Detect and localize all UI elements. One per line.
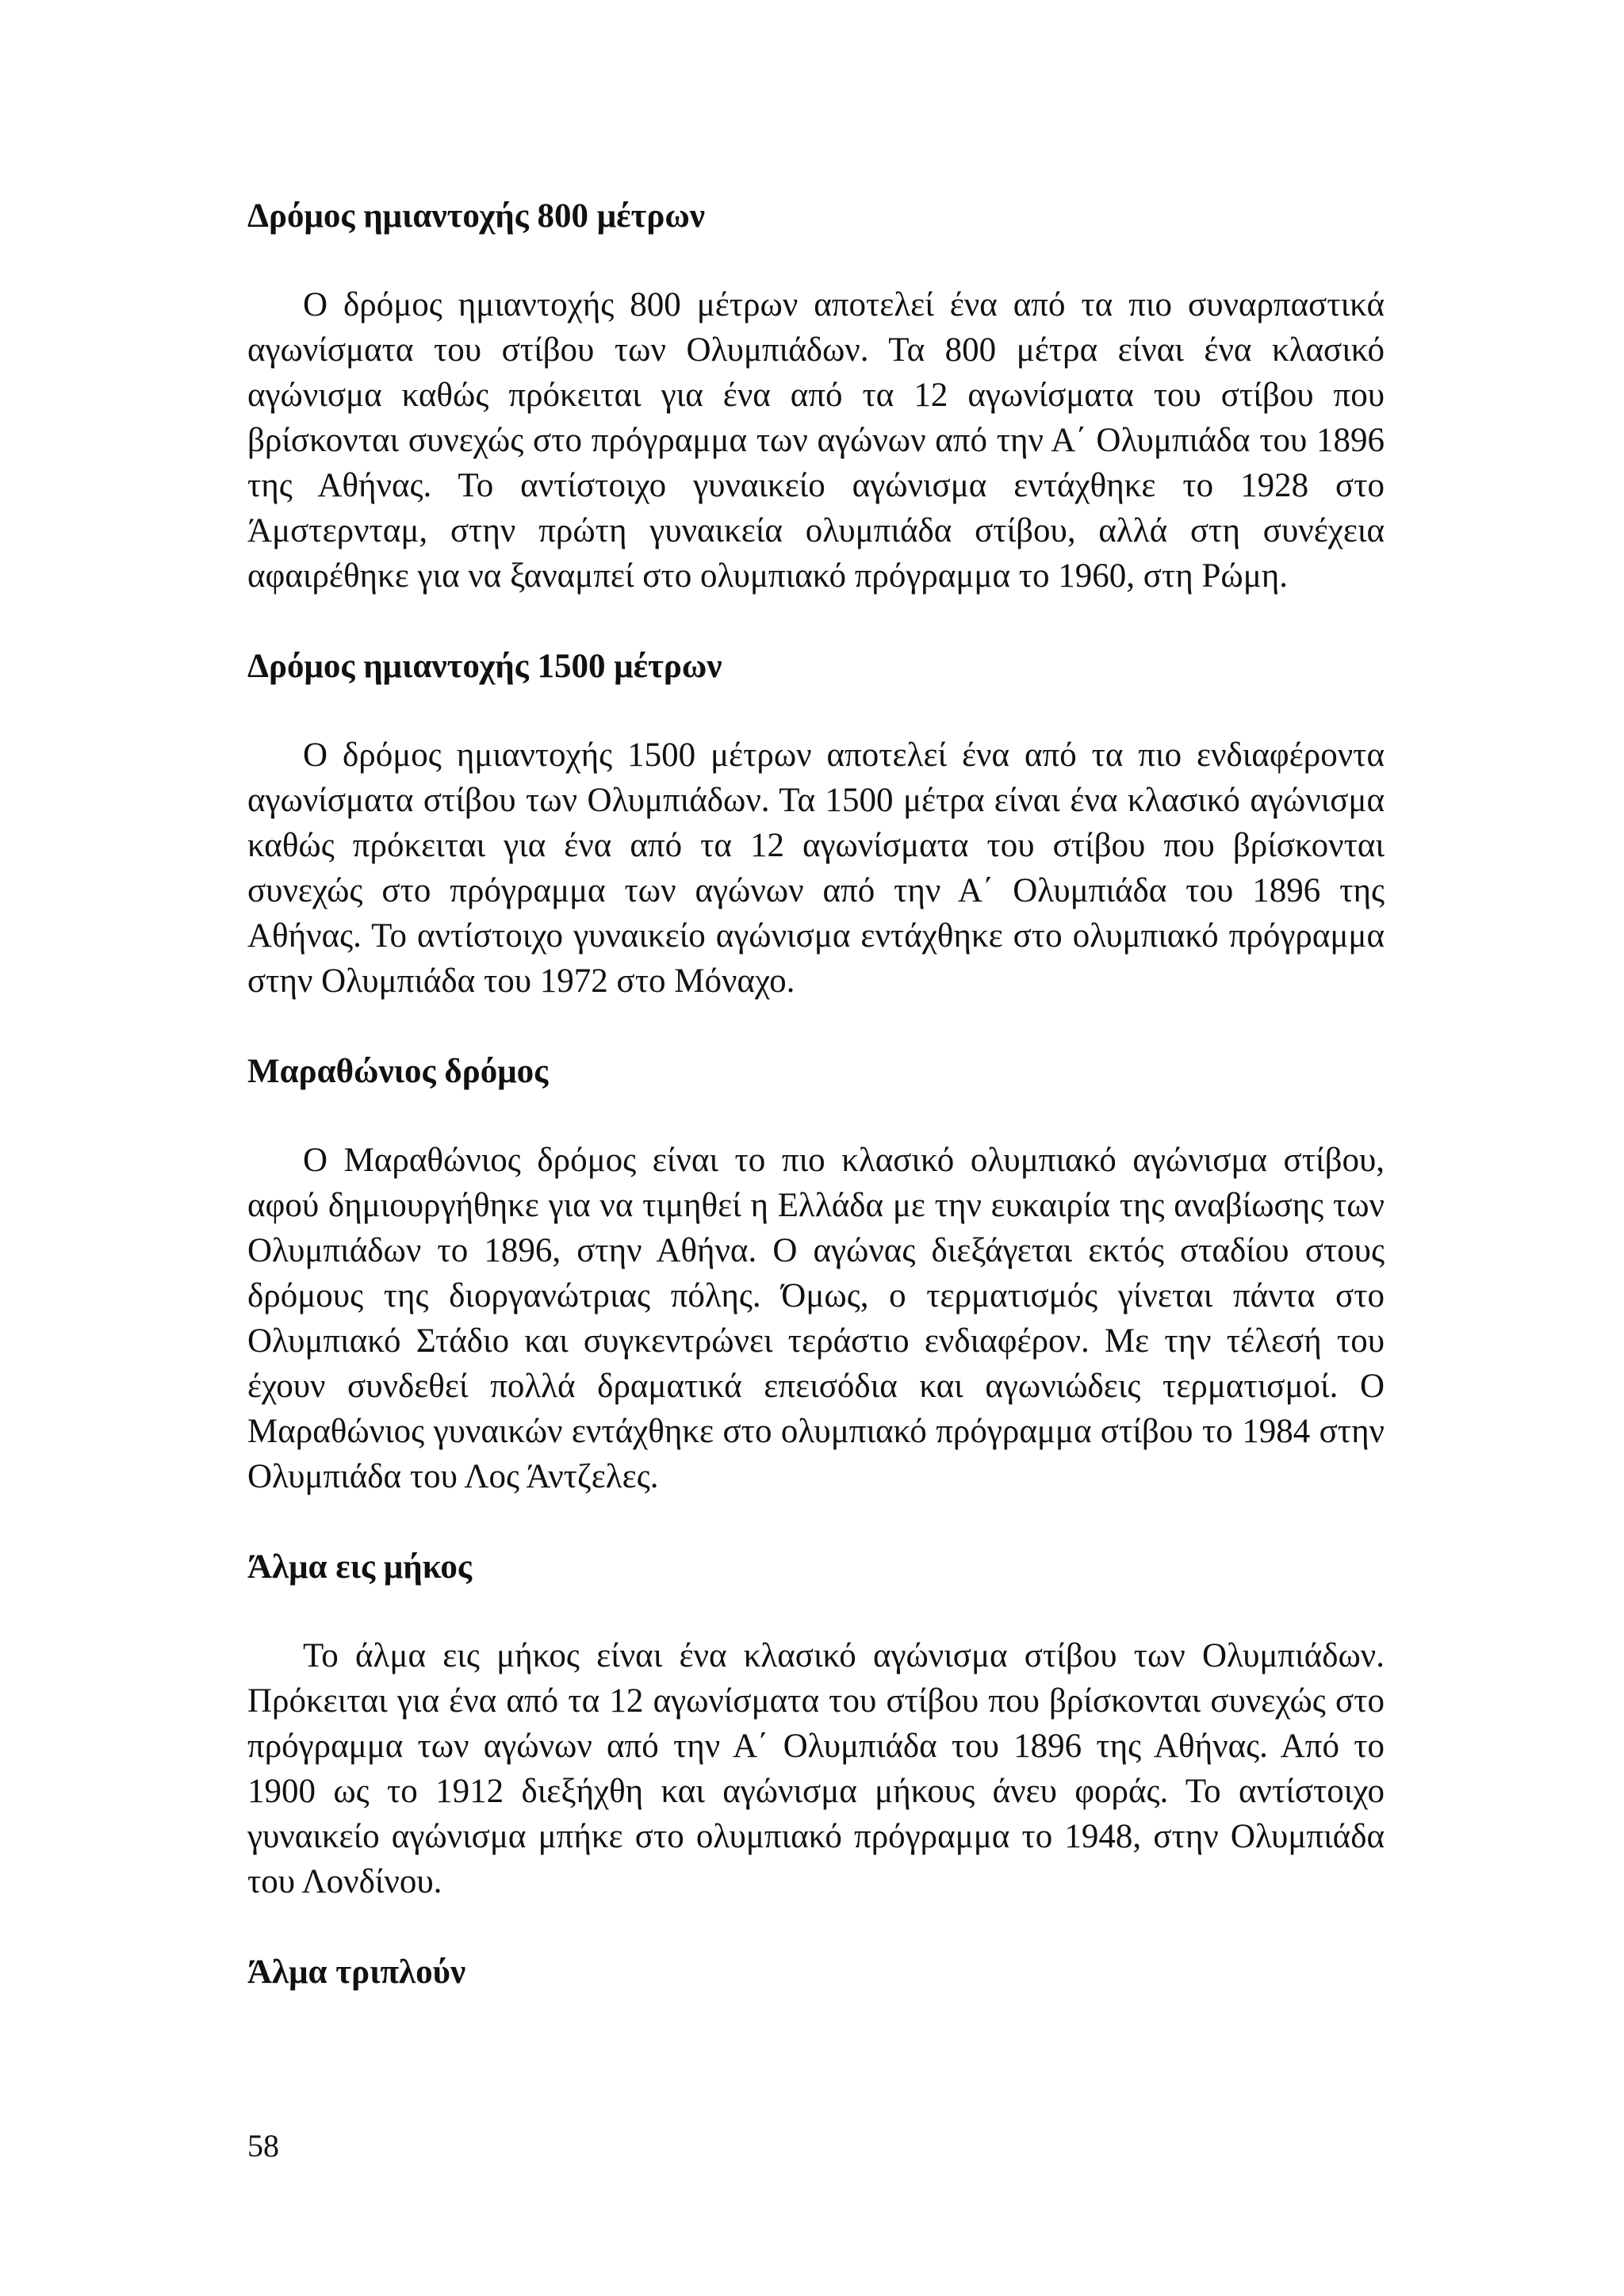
page-body — [247, 194, 1385, 2038]
section-heading: Άλμα τριπλούν — [247, 1954, 466, 1991]
section-paragraph: Ο Μαραθώνιος δρόμος είναι το πιο κλασικό ολυμπιακό αγώνισμα στίβου, αφού δημιουργήθηκε για να τιμηθεί η Ελλάδα με την ευκαιρία της αναβίωσης των Ολυμπιάδων το 1896, στην Αθήνα. Ο αγώνας διεξάγεται εκτός σταδίου στους δρόμους της διοργανώτριας πόλης. Όμως, ο τερματισμός γίνεται πάντα στο Ολυμπιακό Στάδιο και συγκεντρώνει τεράστιο ενδιαφέρον. Με την τέλεσή του έχουν συνδεθεί πολλά δραματικά επεισόδια και αγωνιώδεις τερματισμοί. Ο Μαραθώνιος γυναικών εντάχθηκε στο ολυμπιακό πρόγραμμα στίβου το 1984 στην Ολυμπιάδα του Λος Άντζελες. — [247, 1142, 1385, 1495]
section-long-jump — [247, 1545, 1385, 1904]
section-marathon — [247, 1050, 1385, 1499]
section-paragraph: Ο δρόμος ημιαντοχής 1500 μέτρων αποτελεί ένα από τα πιο ενδιαφέροντα αγωνίσματα στίβου των Ολυμπιάδων. Τα 1500 μέτρα είναι ένα κλασικό αγώνισμα καθώς πρόκειται για ένα από τα 12 αγωνίσματα του στίβου που βρίσκονται συνεχώς στο πρόγραμμα των αγώνων από την Α΄ Ολυμπιάδα του 1896 της Αθήνας. Το αντίστοιχο γυναικείο αγώνισμα εντάχθηκε στο ολυμπιακό πρόγραμμα στην Ολυμπιάδα του 1972 στο Μόναχο. — [247, 737, 1385, 1000]
section-800m — [247, 194, 1385, 599]
section-heading: Δρόμος ημιαντοχής 1500 μέτρων — [247, 648, 722, 685]
section-heading: Άλμα εις μήκος — [247, 1548, 472, 1586]
section-paragraph: Ο δρόμος ημιαντοχής 800 μέτρων αποτελεί ένα από τα πιο συναρπαστικά αγωνίσματα του στίβου των Ολυμπιάδων. Τα 800 μέτρα είναι ένα κλασικό αγώνισμα καθώς πρόκειται για ένα από τα 12 αγωνίσματα του στίβου που βρίσκονται συνεχώς στο πρόγραμμα των αγώνων από την Α΄ Ολυμπιάδα του 1896 της Αθήνας. Το αντίστοιχο γυναικείο αγώνισμα εντάχθηκε το 1928 στο Άμστερνταμ, στην πρώτη γυναικεία ολυμπιάδα στίβου, αλλά στη συνέχεια αφαιρέθηκε για να ξαναμπεί στο ολυμπιακό πρόγραμμα το 1960, στη Ρώμη. — [247, 286, 1385, 595]
page-number: 58 — [247, 2128, 279, 2164]
section-heading: Δρόμος ημιαντοχής 800 μέτρων — [247, 197, 706, 235]
section-heading: Μαραθώνιος δρόμος — [247, 1053, 549, 1090]
section-1500m — [247, 645, 1385, 1004]
section-paragraph: Το άλμα εις μήκος είναι ένα κλασικό αγώνισμα στίβου των Ολυμπιάδων. Πρόκειται για ένα από τα 12 αγωνίσματα του στίβου που βρίσκονται συνεχώς στο πρόγραμμα των αγώνων από την Α΄ Ολυμπιάδα του 1896 της Αθήνας. Από το 1900 ως το 1912 διεξήχθη και αγώνισμα μήκους άνευ φοράς. Το αντίστοιχο γυναικείο αγώνισμα μπήκε στο ολυμπιακό πρόγραμμα το 1948, στην Ολυμπιάδα του Λονδίνου. — [247, 1637, 1385, 1900]
section-triple-jump — [247, 1950, 1385, 1995]
